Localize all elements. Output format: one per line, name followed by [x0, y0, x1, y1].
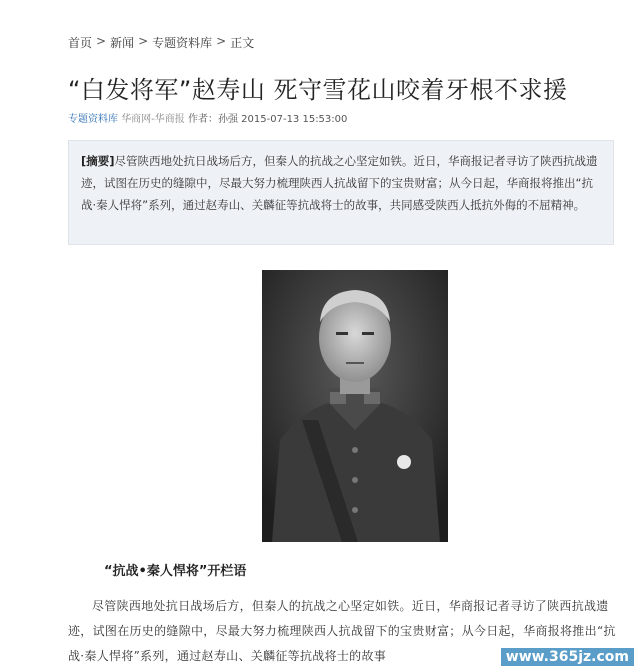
summary-box: [68, 140, 614, 245]
portrait-illustration: [262, 270, 448, 542]
article-meta: [68, 110, 347, 125]
breadcrumb-news[interactable]: 新闻: [110, 36, 135, 50]
breadcrumb-current: 正文: [230, 36, 255, 50]
meta-datetime: 2015-07-13 15:53:00: [241, 114, 348, 125]
breadcrumb-separator: >: [96, 34, 107, 48]
article-title: “白发将军”赵寿山 死守雪花山咬着牙根不求援: [68, 76, 568, 104]
article-paragraph: 尽管陕西地处抗日战场后方，但秦人的抗战之心坚定如铁。近日，华商报记者寻访了陕西抗战遗迹，试图在历史的缝隙中，尽最大努力梳理陕西人抗战留下的宝贵财富；从今日起，华商报将推出“抗战·秦人悍将”系列，通过赵寿山、关麟征等抗战将士的故事: [68, 599, 616, 663]
meta-source: 华商网-华商报: [121, 114, 185, 125]
breadcrumb-topic-library[interactable]: 专题资料库: [152, 36, 213, 50]
meta-author: 作者：孙强: [187, 114, 238, 125]
meta-tag-link[interactable]: 专题资料库: [68, 114, 118, 125]
site-watermark: www.365jz.com: [501, 648, 634, 666]
summary-text: 尽管陕西地处抗日战场后方，但秦人的抗战之心坚定如铁。近日，华商报记者寻访了陕西抗战遗迹，试图在历史的缝隙中，尽最大努力梳理陕西人抗战留下的宝贵财富；从今日起，华商报将推出“抗战·秦人悍将”系列，通过赵寿山、关麟征等抗战将士的故事，共同感受陕西人抵抗外侮的不屈精神。: [81, 154, 598, 212]
breadcrumb-separator: >: [216, 34, 227, 48]
breadcrumb-separator: >: [138, 34, 149, 48]
breadcrumb: [68, 34, 254, 51]
section-heading: “抗战•秦人悍将”开栏语: [104, 564, 247, 579]
portrait-photo: [262, 270, 448, 542]
breadcrumb-home[interactable]: 首页: [68, 36, 93, 50]
summary-label: [摘要]: [81, 154, 115, 168]
